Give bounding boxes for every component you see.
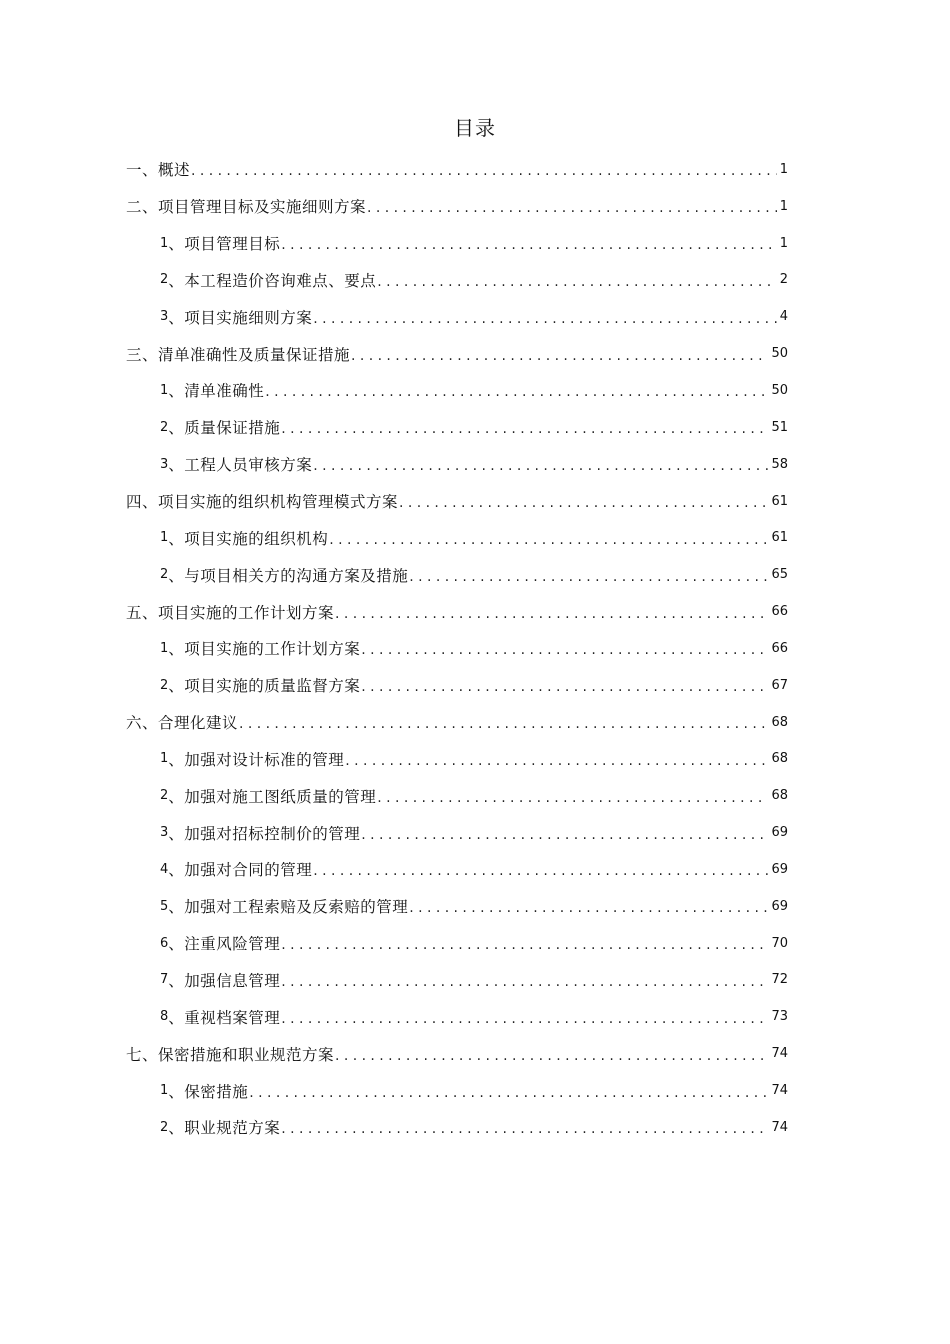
toc-entry-label: 、加强对设计标准的管理 [168,750,345,769]
toc-page-number: 58 [771,456,788,472]
toc-entry-number: 1 [160,640,169,656]
toc-subentry[interactable] [126,556,788,593]
toc-entry[interactable] [126,335,788,372]
toc-leader-dots [345,750,768,768]
toc-page-number: 67 [771,677,788,693]
toc-entry-number: 2 [160,788,169,804]
toc-leader-dots [265,381,768,399]
toc-page-number: 66 [771,604,788,620]
toc-page-number: 68 [771,788,788,804]
toc-leader-dots [313,860,768,878]
toc-entry-number: 3 [160,456,169,472]
toc-entry-label: 、加强对合同的管理 [168,861,313,880]
toc-entry-label: 二、项目管理目标及实施细则方案 [126,198,367,217]
toc-entry-label: 、质量保证措施 [168,419,281,438]
toc-leader-dots [313,455,768,473]
toc-leader-dots [281,1118,768,1136]
toc-entry-label: 、与项目相关方的沟通方案及措施 [168,566,409,585]
toc-entry-label: 、工程人员审核方案 [168,456,313,475]
toc-page-number: 1 [779,198,788,214]
toc-entry-label: 、加强信息管理 [168,971,281,990]
toc-leader-dots [239,713,768,731]
toc-entry-label: 、重视档案管理 [168,1008,281,1027]
toc-subentry[interactable] [126,851,788,888]
toc-entry-label: 、加强对招标控制价的管理 [168,824,361,843]
toc-entry[interactable] [126,704,788,741]
toc-entry-label: 、项目实施的质量监督方案 [168,677,361,696]
toc-page-number: 69 [771,861,788,877]
toc-page-number: 65 [771,567,788,583]
toc-page-number: 73 [771,1009,788,1025]
toc-leader-dots [409,897,768,915]
toc-leader-dots [335,1045,768,1063]
toc-entry-number: 2 [160,677,169,693]
toc-entry-number: 8 [160,1009,169,1025]
toc-entry[interactable] [126,593,788,630]
toc-entry-label: 、本工程造价咨询难点、要点 [168,271,377,290]
toc-subentry[interactable] [126,446,788,483]
toc-subentry[interactable] [126,888,788,925]
toc-entry[interactable] [126,483,788,520]
toc-entry-number: 3 [160,309,169,325]
toc-entry-number: 1 [160,382,169,398]
toc-leader-dots [281,1008,768,1026]
toc-leader-dots [281,971,768,989]
toc-leader-dots [377,787,768,805]
toc-page-number: 74 [771,1046,788,1062]
toc-leader-dots [191,160,777,178]
toc-page-number: 61 [771,493,788,509]
toc-leader-dots [361,824,768,842]
toc-leader-dots [249,1082,768,1100]
toc-entry-number: 1 [160,1083,169,1099]
toc-subentry[interactable] [126,741,788,778]
toc-subentry[interactable] [126,409,788,446]
toc-leader-dots [281,234,776,252]
toc-subentry[interactable] [126,519,788,556]
toc-entry-number: 2 [160,419,169,435]
toc-entry-number: 6 [160,935,169,951]
toc-page-number: 1 [779,235,788,251]
toc-entry[interactable] [126,188,788,225]
toc-title: 目录 [454,116,496,140]
toc-entry-number: 1 [160,235,169,251]
toc-entry-number: 2 [160,567,169,583]
toc-entry-label: 、注重风险管理 [168,935,281,954]
toc-page-number: 66 [771,640,788,656]
toc-page-number: 1 [779,161,788,177]
toc-entry-label: 一、概述 [126,161,191,180]
toc-entry-number: 1 [160,530,169,546]
toc-subentry[interactable] [126,262,788,299]
toc-page-number: 69 [771,825,788,841]
toc-leader-dots [361,676,768,694]
toc-page-number: 70 [771,935,788,951]
table-of-contents [126,151,788,1146]
toc-entry-number: 2 [160,272,169,288]
toc-entry-number: 3 [160,825,169,841]
toc-leader-dots [377,271,776,289]
toc-entry-label: 、职业规范方案 [168,1119,281,1138]
toc-entry-label: 、加强对施工图纸质量的管理 [168,787,377,806]
toc-leader-dots [367,197,777,215]
toc-entry-label: 五、项目实施的工作计划方案 [126,603,335,622]
toc-subentry[interactable] [126,777,788,814]
toc-entry-number: 2 [160,1119,169,1135]
toc-page-number: 50 [771,346,788,362]
toc-page-number: 2 [779,272,788,288]
toc-page-number: 74 [771,1119,788,1135]
toc-entry[interactable] [126,151,788,188]
toc-subentry[interactable] [126,814,788,851]
toc-entry-label: 三、清单准确性及质量保证措施 [126,345,351,364]
toc-subentry[interactable] [126,667,788,704]
toc-leader-dots [281,418,768,436]
toc-subentry[interactable] [126,998,788,1035]
toc-page-number: 68 [771,751,788,767]
toc-page-number: 68 [771,714,788,730]
toc-entry-label: 四、项目实施的组织机构管理模式方案 [126,493,399,512]
toc-page-number: 69 [771,898,788,914]
toc-leader-dots [361,639,768,657]
toc-leader-dots [329,529,768,547]
toc-entry-label: 、项目实施的组织机构 [168,529,329,548]
toc-page-number: 72 [771,972,788,988]
toc-subentry[interactable] [126,1072,788,1109]
toc-subentry[interactable] [126,298,788,335]
toc-subentry[interactable] [126,372,788,409]
toc-page-number: 51 [771,419,788,435]
toc-leader-dots [281,934,768,952]
toc-entry-label: 六、合理化建议 [126,714,239,733]
toc-subentry[interactable] [126,630,788,667]
toc-entry-number: 5 [160,898,169,914]
toc-subentry[interactable] [126,1109,788,1146]
toc-subentry[interactable] [126,925,788,962]
toc-entry-number: 1 [160,751,169,767]
toc-entry-label: 、项目管理目标 [168,235,281,254]
toc-leader-dots [351,345,768,363]
toc-entry-label: 、保密措施 [168,1082,249,1101]
toc-leader-dots [335,603,768,621]
toc-entry-label: 、项目实施的工作计划方案 [168,640,361,659]
toc-page-number: 61 [771,530,788,546]
toc-page-number: 4 [779,309,788,325]
toc-leader-dots [313,308,776,326]
toc-entry-label: 、清单准确性 [168,382,265,401]
toc-entry-label: 、加强对工程索赔及反索赔的管理 [168,898,409,917]
toc-leader-dots [399,492,768,510]
toc-entry[interactable] [126,1035,788,1072]
toc-subentry[interactable] [126,962,788,999]
toc-entry-number: 7 [160,972,169,988]
toc-entry-label: 、项目实施细则方案 [168,308,313,327]
toc-entry-number: 4 [160,861,169,877]
toc-entry-label: 七、保密措施和职业规范方案 [126,1045,335,1064]
toc-subentry[interactable] [126,225,788,262]
toc-leader-dots [409,566,768,584]
toc-page-number: 74 [771,1083,788,1099]
toc-page-number: 50 [771,382,788,398]
